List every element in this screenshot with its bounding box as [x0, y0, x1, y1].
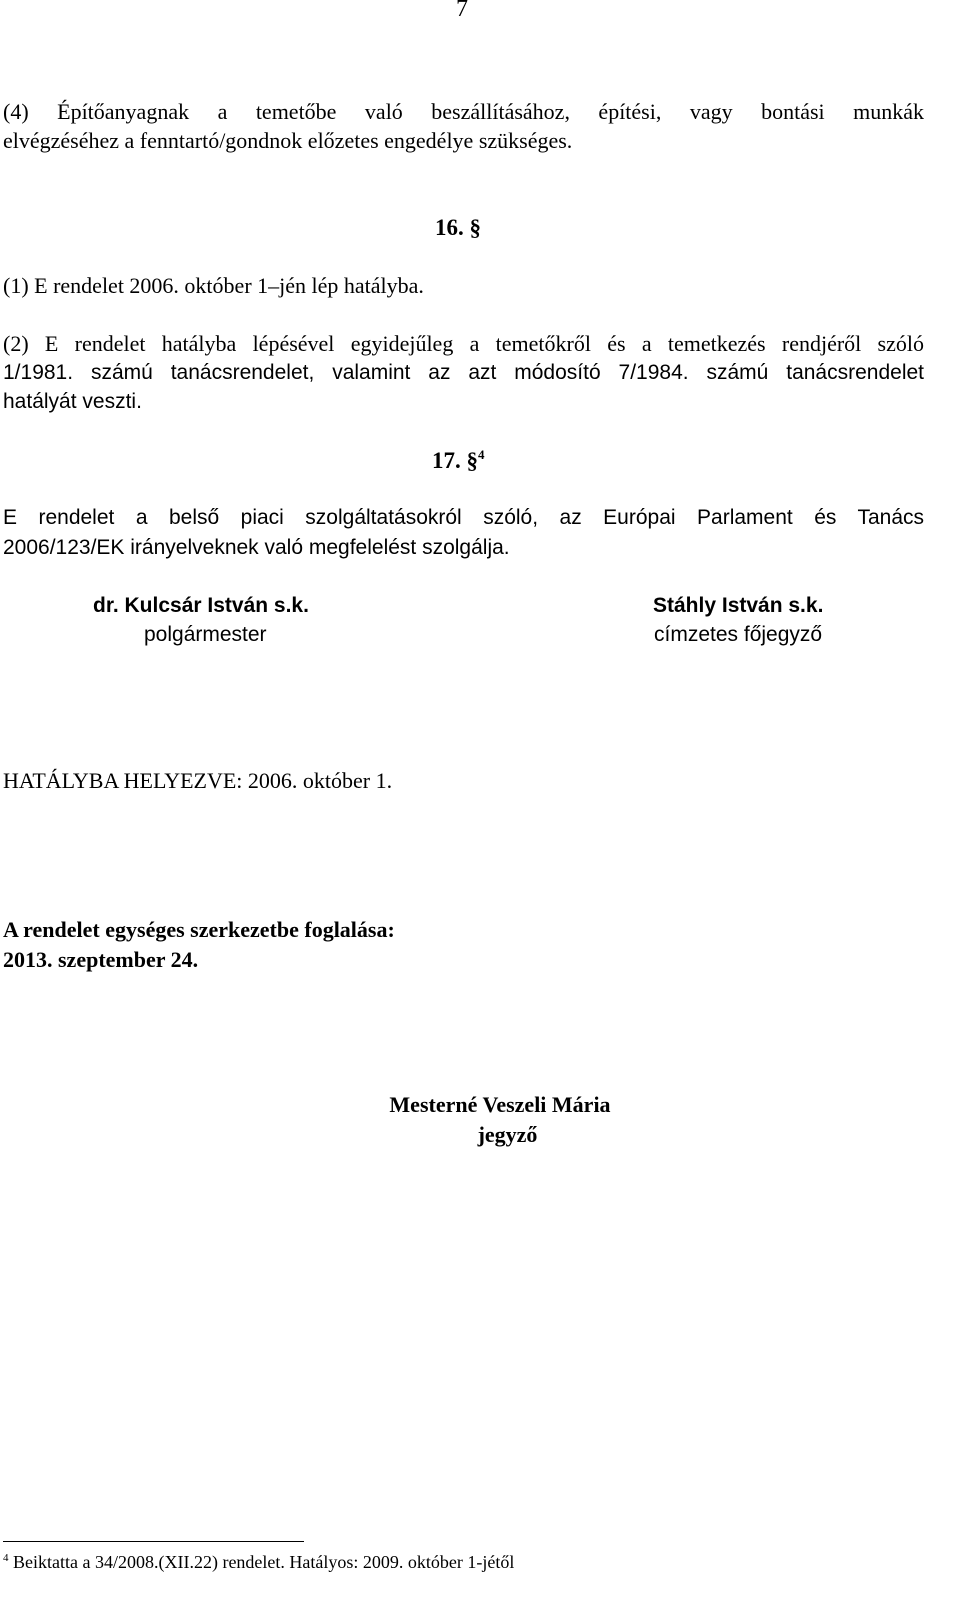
- chief-notary-name: Stáhly István s.k.: [653, 594, 824, 617]
- paragraph-4-line-2: elvégzéséhez a fenntartó/gondnok előzetes engedélye szükséges.: [3, 128, 573, 153]
- paragraph-4-line-1: (4) Építőanyagnak a temetőbe való beszállításához, építési, vagy bontási munkák: [3, 99, 924, 124]
- section-17-line-1: E rendelet a belső piaci szolgáltatásokról szóló, az Európai Parlament és Tanács: [3, 506, 924, 529]
- section-16-paragraph-2-line-2: 1/1981. számú tanácsrendelet, valamint az azt módosító 7/1984. számú tanácsrendelet: [3, 361, 924, 384]
- section-16-paragraph-1: (1) E rendelet 2006. október 1–jén lép hatályba.: [3, 273, 424, 298]
- section-17-heading-text: 17. §: [432, 448, 478, 473]
- consolidation-date: 2013. szeptember 24.: [3, 947, 199, 972]
- section-16-heading: 16. §: [435, 215, 481, 240]
- footnote: [3, 1552, 514, 1573]
- clerk-name: Mesterné Veszeli Mária: [389, 1092, 611, 1117]
- footnote-text: Beiktatta a 34/2008.(XII.22) rendelet. Hatályos: 2009. október 1-jétől: [8, 1552, 515, 1572]
- section-17-line-2: 2006/123/EK irányelveknek való megfelelést szolgálja.: [3, 536, 510, 559]
- consolidation-line-1: A rendelet egységes szerkezetbe foglalása:: [3, 917, 395, 942]
- chief-notary-title: címzetes főjegyző: [654, 623, 823, 646]
- section-16-paragraph-2-line-1: (2) E rendelet hatályba lépésével egyidejűleg a temetőkről és a temetkezés rendjéről szóló: [3, 331, 924, 356]
- footnote-number: 4: [3, 1552, 9, 1564]
- mayor-title: polgármester: [144, 623, 267, 646]
- footnote-reference: 4: [478, 447, 485, 462]
- page-number: 7: [456, 0, 468, 22]
- section-16-paragraph-2-line-3: hatályát veszti.: [3, 390, 142, 413]
- footnote-separator: [3, 1541, 304, 1542]
- mayor-name: dr. Kulcsár István s.k.: [93, 594, 309, 617]
- effective-date-line: HATÁLYBA HELYEZVE: 2006. október 1.: [3, 768, 393, 793]
- clerk-title: jegyző: [477, 1122, 538, 1147]
- section-17-heading: [432, 448, 485, 474]
